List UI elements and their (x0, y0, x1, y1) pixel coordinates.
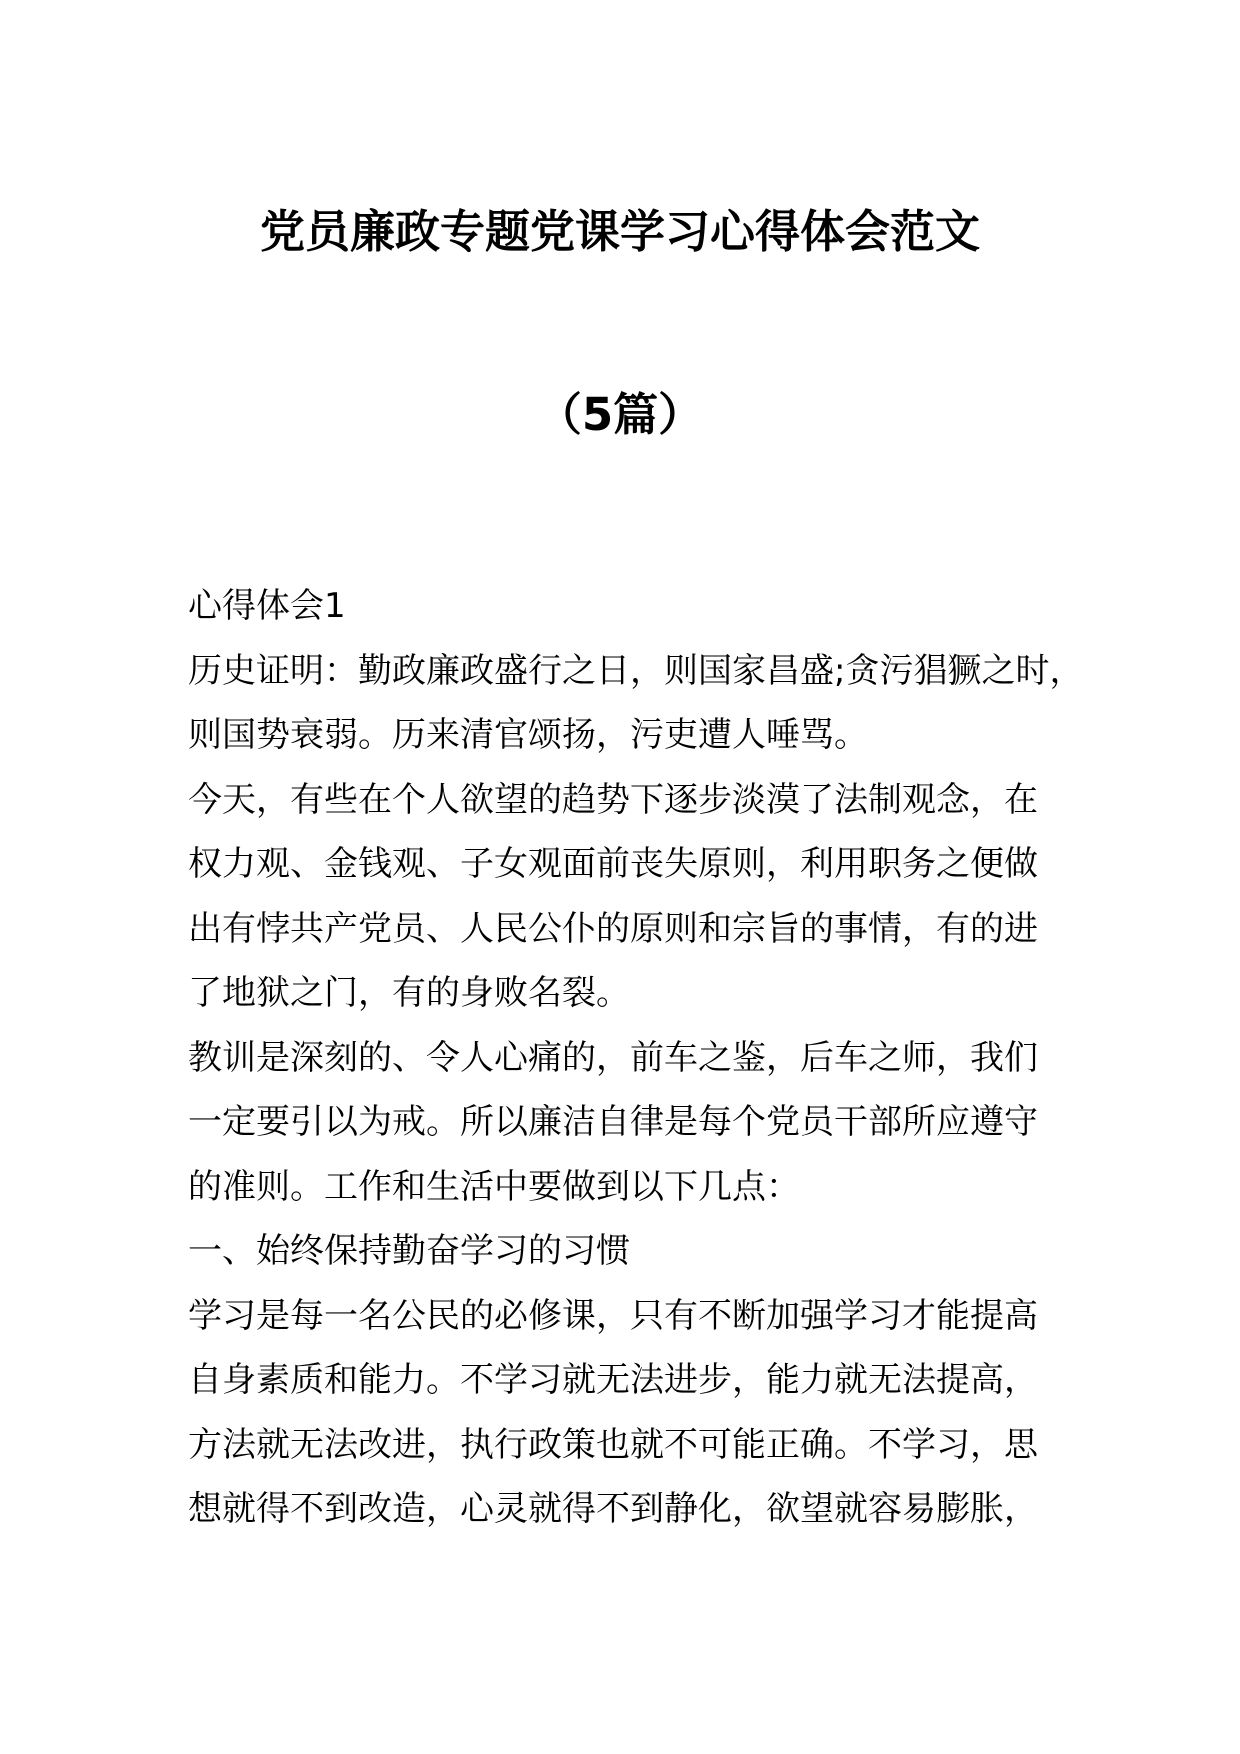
subheading-1: 一、始终保持勤奋学习的习惯 (188, 1231, 630, 1271)
body-line: 自身素质和能力。不学习就无法进步，能力就无法提高， (188, 1360, 1038, 1400)
body-line: 的准则。工作和生活中要做到以下几点： (188, 1166, 800, 1207)
body-line: 方法就无法改进，执行政策也就不可能正确。不学习，思 (188, 1424, 1038, 1465)
body-line: 一定要引以为戒。所以廉洁自律是每个党员干部所应遵守 (188, 1102, 1038, 1142)
document-subtitle: （5篇） (536, 388, 704, 441)
body-line: 今天，有些在个人欲望的趋势下逐步淡漠了法制观念，在 (188, 779, 1038, 820)
body-line: 权力观、金钱观、子女观面前丧失原则，利用职务之便做 (188, 844, 1038, 884)
section-heading-1: 心得体会1 (188, 586, 346, 626)
document-title: 党员廉政专题党课学习心得体会范文 (259, 205, 980, 258)
document-body (188, 574, 1088, 1542)
body-line: 了地狱之门，有的身败名裂。 (188, 973, 630, 1013)
body-line: 出有悖共产党员、人民公仆的原则和宗旨的事情，有的进 (188, 908, 1038, 949)
body-line: 教训是深刻的、令人心痛的，前车之鉴，后车之师，我们 (188, 1037, 1038, 1078)
body-line: 学习是每一名公民的必修课，只有不断加强学习才能提高 (188, 1295, 1038, 1336)
body-line: 想就得不到改造，心灵就得不到静化，欲望就容易膨胀， (188, 1489, 1038, 1529)
body-line: 则国势衰弱。历来清官颂扬，污吏遭人唾骂。 (188, 715, 868, 755)
body-line: 历史证明：勤政廉政盛行之日，则国家昌盛;贪污猖獗之时， (188, 650, 1084, 691)
